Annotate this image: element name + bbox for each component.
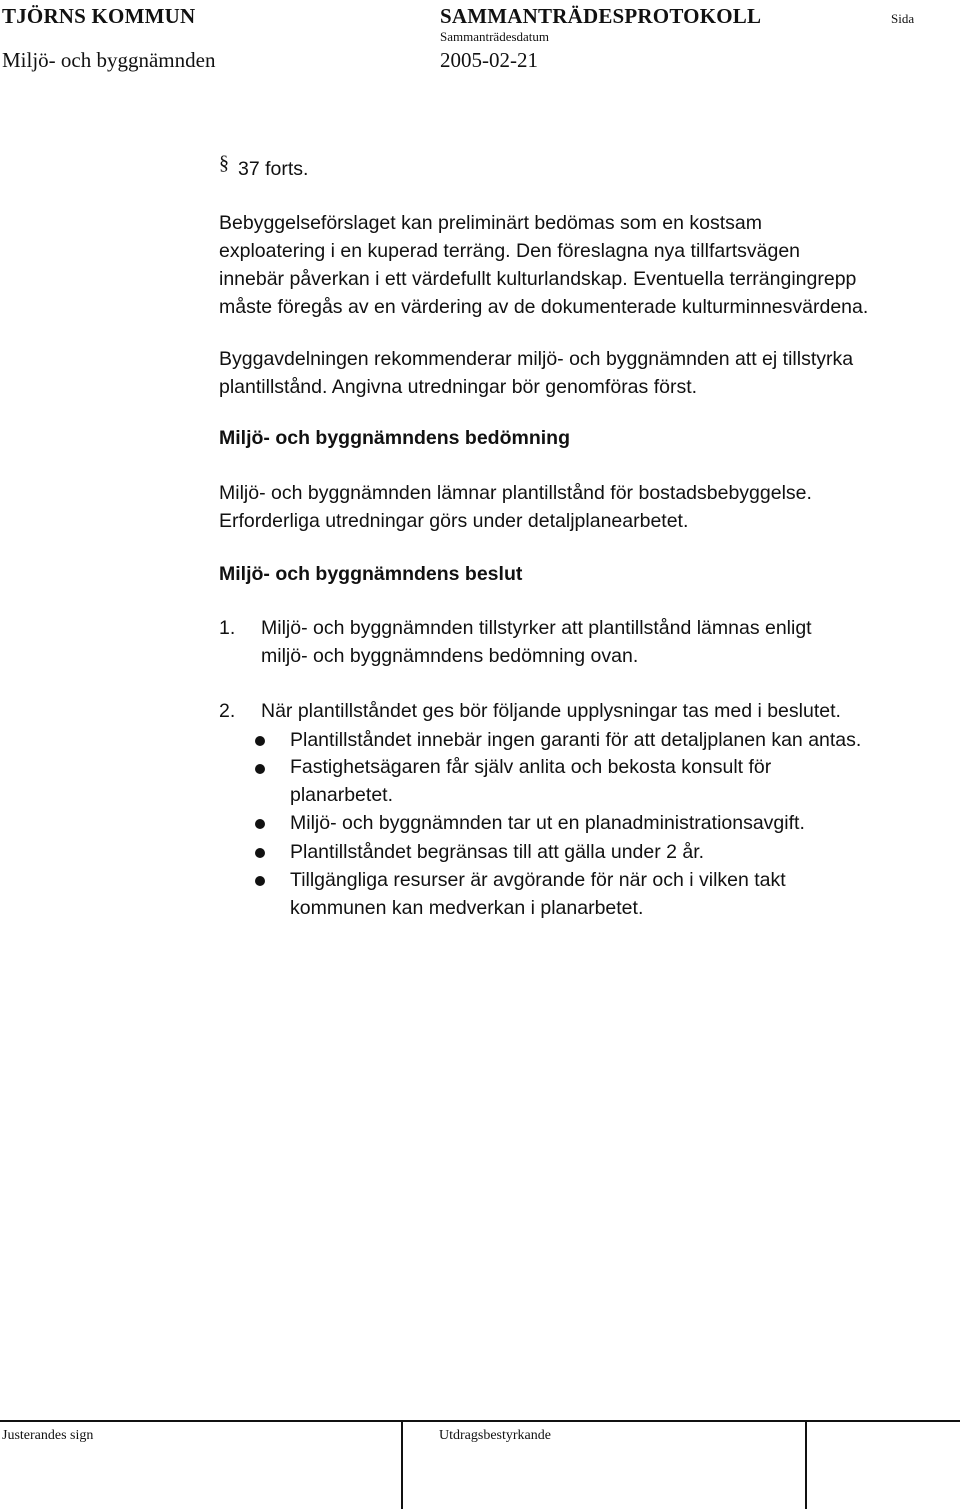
list-item-line: planarbetet. — [290, 784, 393, 806]
bullet-icon — [255, 819, 265, 829]
list-item-line: Fastighetsägaren får själv anlita och bekosta konsult för — [290, 756, 772, 778]
footer-column-divider — [401, 1420, 403, 1509]
meeting-date: 2005-02-21 — [440, 48, 538, 72]
organization-name: TJÖRNS KOMMUN — [2, 4, 196, 28]
list-item-line: Plantillståndet begränsas till att gälla under 2 år. — [290, 841, 705, 863]
item-line: När plantillståndet ges bör följande upplysningar tas med i beslutet. — [261, 700, 841, 722]
section-reference: 37 forts. — [238, 158, 309, 180]
list-item-line: Plantillståndet innebär ingen garanti för att detaljplanen kan antas. — [290, 729, 862, 751]
footer-column-divider — [805, 1420, 807, 1509]
item-number: 2. — [219, 700, 236, 722]
bullet-icon — [255, 764, 265, 774]
paragraph-line: plantillstånd. Angivna utredningar bör genomföras först. — [219, 376, 698, 398]
reviewer-signature-label: Justerandes sign — [2, 1428, 94, 1443]
paragraph-line: exploatering i en kuperad terräng. Den föreslagna nya tillfartsvägen — [219, 240, 801, 262]
paragraph-line: Erforderliga utredningar görs under detaljplanearbetet. — [219, 510, 689, 532]
extract-certification-label: Utdragsbestyrkande — [439, 1428, 551, 1443]
paragraph-line: måste föregås av en värdering av de dokumenterade kulturminnesvärdena. — [219, 296, 869, 318]
heading-assessment: Miljö- och byggnämndens bedömning — [219, 427, 570, 449]
item-line: miljö- och byggnämndens bedömning ovan. — [261, 645, 639, 667]
bullet-icon — [255, 848, 265, 858]
list-item-line: Miljö- och byggnämnden tar ut en planadministrationsavgift. — [290, 812, 805, 834]
paragraph-line: Byggavdelningen rekommenderar miljö- och byggnämnden att ej tillstyrka — [219, 348, 854, 370]
item-line: Miljö- och byggnämnden tillstyrker att plantillstånd lämnas enligt — [261, 617, 812, 639]
item-number: 1. — [219, 617, 236, 639]
list-item-line: Tillgängliga resurser är avgörande för när och i vilken takt — [290, 869, 786, 891]
heading-decision: Miljö- och byggnämndens beslut — [219, 563, 523, 585]
meeting-date-label: Sammanträdesdatum — [440, 29, 550, 44]
bullet-icon — [255, 736, 265, 746]
committee-name: Miljö- och byggnämnden — [2, 48, 216, 72]
list-item-line: kommunen kan medverkan i planarbetet. — [290, 897, 644, 919]
section-sign-icon: § — [219, 152, 229, 174]
page-label: Sida — [891, 11, 915, 26]
footer-divider — [0, 1420, 960, 1422]
paragraph-line: Bebyggelseförslaget kan preliminärt bedömas som en kostsam — [219, 212, 763, 234]
bullet-icon — [255, 876, 265, 886]
paragraph-line: innebär påverkan i ett värdefullt kulturlandskap. Eventuella terrängingrepp — [219, 268, 857, 290]
document-type: SAMMANTRÄDESPROTOKOLL — [440, 4, 762, 28]
paragraph-line: Miljö- och byggnämnden lämnar plantillstånd för bostadsbebyggelse. — [219, 482, 812, 504]
